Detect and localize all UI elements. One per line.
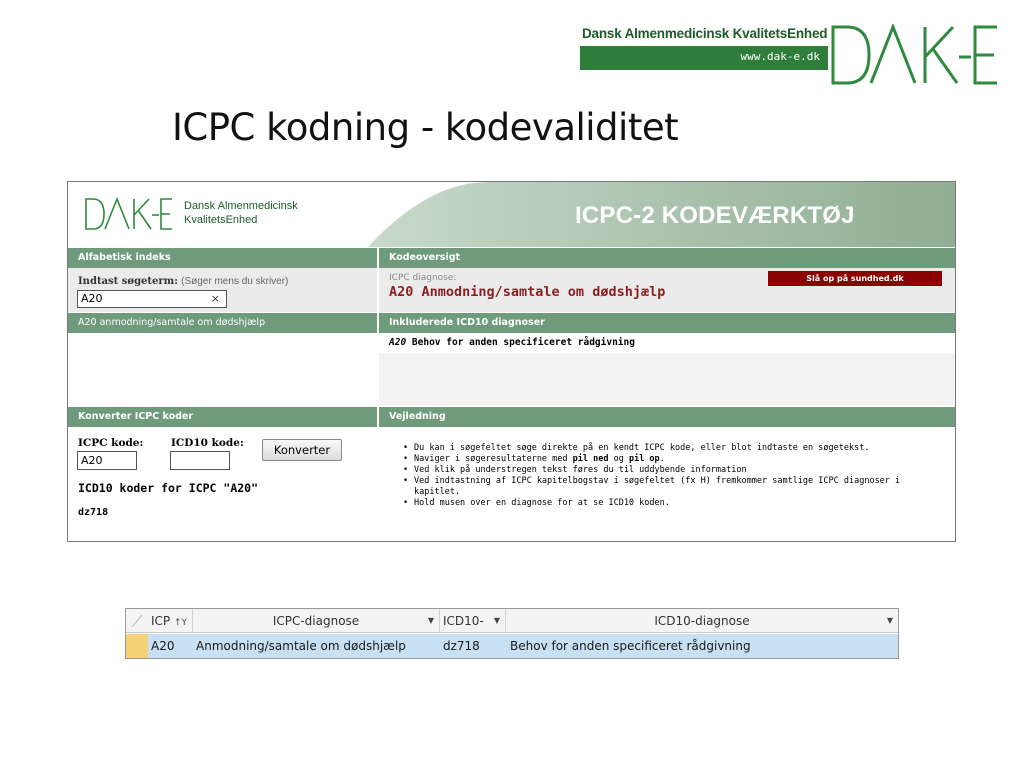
guide-item-text: Hold musen over en diagnose for at se ICD10 koden. bbox=[414, 498, 670, 508]
guide-item-text: Naviger i søgeresultaterne med bbox=[414, 454, 573, 464]
guide-item-key: pil op bbox=[628, 454, 660, 464]
table-header-row bbox=[126, 609, 898, 633]
search-result-item[interactable]: A20 anmodning/samtale om dødshjælp bbox=[68, 313, 377, 333]
table-cell-icd10-diagnose[interactable]: Behov for anden specificeret rådgivning bbox=[510, 639, 751, 653]
search-pane bbox=[68, 268, 377, 312]
code-label: ICPC diagnose: bbox=[389, 273, 457, 283]
search-label bbox=[78, 276, 288, 287]
guide-list bbox=[399, 443, 939, 509]
icd-empty-area bbox=[379, 353, 955, 405]
convert-result-title: ICD10 koder for ICPC "A20" bbox=[78, 481, 259, 495]
convert-pane bbox=[68, 427, 377, 541]
table-cell-icpc[interactable]: A20 bbox=[151, 639, 175, 653]
guide-item bbox=[399, 454, 939, 465]
column-header-icpc-diagnose-label: ICPC-diagnose bbox=[272, 614, 360, 628]
dake-mark-icon bbox=[831, 24, 999, 86]
icpc-code-input[interactable]: A20 bbox=[77, 451, 137, 470]
guide-item-text: Ved klik på understregen tekst føres du til uddybende information bbox=[414, 465, 747, 475]
guide-item-text: Ved indtastning af ICPC kapitelbogstav i søgefeltet (fx H) fremkommer samtlige ICPC diagnoser i kapitlet. bbox=[414, 476, 901, 497]
guide-item-text: . bbox=[659, 454, 665, 464]
table-cell-icpc-diagnose[interactable]: Anmodning/samtale om dødshjælp bbox=[196, 639, 406, 653]
tool-org-line1: Dansk Almenmedicinsk bbox=[184, 200, 298, 212]
tool-dake-logo-icon bbox=[84, 196, 174, 232]
sort-filter-icon[interactable]: ↑Y bbox=[173, 618, 188, 628]
table-cell-icd10[interactable]: dz718 bbox=[443, 639, 480, 653]
icd-list-item[interactable] bbox=[389, 337, 635, 348]
column-header-icpc-diagnose[interactable] bbox=[193, 609, 440, 633]
clear-icon[interactable]: × bbox=[210, 292, 220, 305]
icd-header: Inkluderede ICD10 diagnoser bbox=[379, 313, 955, 333]
icd-list bbox=[379, 333, 955, 353]
icpc-tool-window bbox=[67, 181, 956, 542]
column-header-icd10-label: ICD10- bbox=[443, 614, 484, 628]
search-results-pane bbox=[68, 333, 377, 405]
slide-logo-url-bar bbox=[580, 46, 828, 70]
guide-item-key: pil ned bbox=[572, 454, 609, 464]
guide-item bbox=[399, 498, 939, 509]
search-input[interactable] bbox=[77, 290, 227, 308]
dake-slide-logo bbox=[580, 24, 1000, 86]
chevron-down-icon[interactable]: ▼ bbox=[427, 616, 434, 625]
code-title: A20 Anmodning/samtale om dødshjælp bbox=[389, 284, 666, 300]
guide-item bbox=[399, 476, 939, 498]
slide-title: ICPC kodning - kodevaliditet bbox=[172, 106, 679, 149]
column-header-icpc-label: ICP bbox=[151, 614, 171, 628]
icd10-code-input[interactable] bbox=[170, 451, 230, 470]
overview-pane bbox=[379, 268, 955, 312]
icd-item-code: A20 bbox=[389, 337, 407, 348]
convert-result-value: dz718 bbox=[78, 507, 109, 518]
chevron-down-icon[interactable]: ▼ bbox=[886, 616, 893, 625]
icd10-code-label: ICD10 kode: bbox=[171, 437, 244, 449]
index-header: Alfabetisk indeks bbox=[68, 248, 377, 268]
tool-title: ICPC-2 KODEVÆRKTØJ bbox=[575, 202, 855, 229]
search-hint: (Søger mens du skriver) bbox=[181, 276, 289, 287]
row-selector[interactable] bbox=[126, 634, 148, 658]
convert-header: Konverter ICPC koder bbox=[68, 407, 377, 427]
lookup-sundhed-button[interactable]: Slå op på sundhed.dk bbox=[768, 271, 942, 286]
datasheet-table bbox=[125, 608, 899, 659]
tool-org-line2: KvalitetsEnhed bbox=[184, 214, 258, 226]
icpc-code-label: ICPC kode: bbox=[78, 437, 144, 449]
guide-item bbox=[399, 443, 939, 454]
column-header-icpc[interactable] bbox=[148, 609, 193, 633]
chevron-down-icon[interactable]: ▼ bbox=[493, 616, 500, 625]
search-label-text: Indtast søgeterm: bbox=[78, 276, 178, 287]
select-all-icon[interactable] bbox=[126, 609, 148, 633]
column-header-icd10-diagnose-label: ICD10-diagnose bbox=[654, 614, 750, 628]
overview-header: Kodeoversigt bbox=[379, 248, 955, 268]
convert-button[interactable]: Konverter bbox=[262, 439, 342, 461]
table-row[interactable] bbox=[126, 634, 898, 658]
tool-org-name bbox=[184, 199, 298, 227]
tool-banner bbox=[68, 182, 955, 247]
search-input-value: A20 bbox=[81, 292, 103, 305]
guide-header: Vejledning bbox=[379, 407, 955, 427]
slide-logo-url: www.dak-e.dk bbox=[740, 50, 820, 63]
guide-item bbox=[399, 465, 939, 476]
guide-item-text: og bbox=[608, 454, 629, 464]
column-header-icd10[interactable] bbox=[440, 609, 506, 633]
guide-item-text: Du kan i søgefeltet søge direkte på en kendt ICPC kode, eller blot indtaste en søgetekst. bbox=[414, 443, 870, 453]
icd-item-text: Behov for anden specificeret rådgivning bbox=[411, 337, 635, 348]
slide-logo-org-name: Dansk Almenmedicinsk KvalitetsEnhed bbox=[582, 26, 828, 41]
column-header-icd10-diagnose[interactable] bbox=[506, 609, 898, 633]
guide-pane bbox=[379, 427, 955, 541]
